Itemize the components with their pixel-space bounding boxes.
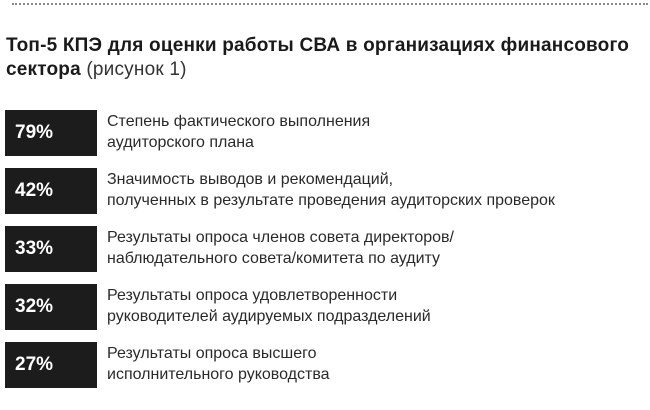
title-main-text: Топ-5 КПЭ для оценки работы СВА в организациях финансового сектора [6,35,630,80]
kpi-percent-badge: 33% [5,226,97,272]
kpi-row-2 [0,162,650,220]
kpi-row-4 [0,278,650,336]
kpi-row-3 [0,220,650,278]
page-title [6,34,646,82]
top-dotted-divider [12,3,648,5]
kpi-row-1 [0,104,650,162]
kpi-label: Результаты опроса удовлетворенности руководителей аудируемых подразделений [107,287,431,325]
title-figure-reference: (рисунок 1) [80,59,187,80]
kpi-label: Значимость выводов и рекомендаций, полученных в результате проведения аудиторских проверок [107,171,555,209]
kpi-list [0,104,650,394]
kpi-label: Результаты опроса высшего исполнительного руководства [107,345,330,383]
kpi-percent-badge: 42% [5,168,97,214]
kpi-label: Результаты опроса членов совета директоров/ наблюдательного совета/комитета по аудиту [107,229,454,267]
kpi-percent-badge: 27% [5,342,97,388]
kpi-percent-badge: 79% [5,110,97,156]
kpi-percent-badge: 32% [5,284,97,330]
kpi-label: Степень фактического выполнения аудиторского плана [107,113,371,151]
kpi-row-5 [0,336,650,394]
